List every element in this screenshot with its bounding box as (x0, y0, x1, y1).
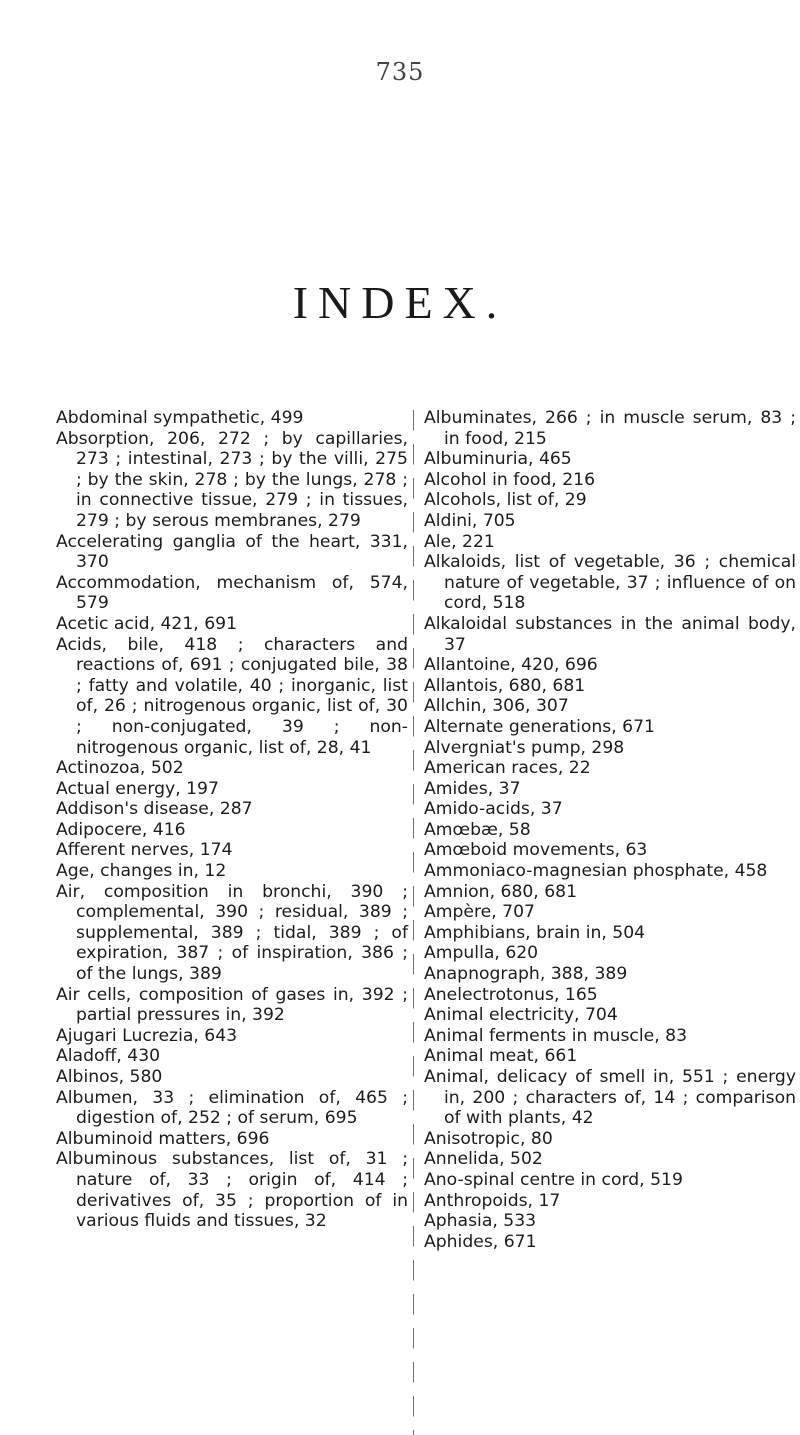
index-entry: Amnion, 680, 681 (424, 881, 578, 902)
index-entry: Anelectrotonus, 165 (424, 984, 598, 1005)
index-entry: Amœbæ, 58 (424, 819, 531, 840)
index-entry: Albuminuria, 465 (424, 449, 572, 470)
index-entry: Aphasia, 533 (424, 1211, 537, 1232)
index-entry: Ano-spinal centre in cord, 519 (424, 1169, 683, 1190)
index-entry: Allantois, 680, 681 (424, 675, 586, 696)
index-entry: Allantoine, 420, 696 (424, 655, 598, 676)
index-entry: Adipocere, 416 (56, 819, 186, 840)
index-entry: Air, composition in bronchi, 390 ; complemental, 390 ; residual, 389 ; supplemental, 389 ; tidal, 389 ; of expiration, 387 ; of inspiration, 386 ; of the lungs, 389 (56, 881, 408, 985)
index-column-left (56, 408, 408, 1232)
index-entry: Actinozoa, 502 (56, 758, 184, 779)
index-entry: Ampulla, 620 (424, 943, 539, 964)
index-entry: Alvergniat's pump, 298 (424, 737, 625, 758)
index-entry: American races, 22 (424, 758, 591, 779)
page-number: 735 (375, 58, 425, 86)
index-entry: Allchin, 306, 307 (424, 696, 569, 717)
index-entry: Amœboid movements, 63 (424, 840, 648, 861)
index-entry: Albuminous substances, list of, 31 ; nature of, 33 ; origin of, 414 ; derivatives of, 35 ; proportion of in various fluids and tissues, 32 (56, 1149, 408, 1232)
index-entry: Actual energy, 197 (56, 778, 219, 799)
index-entry: Alcohol in food, 216 (424, 469, 596, 490)
index-entry: Anapnograph, 388, 389 (424, 964, 628, 985)
index-entry: Animal meat, 661 (424, 1046, 578, 1067)
index-entry: Ammoniaco-magnesian phosphate, 458 (424, 861, 768, 882)
index-entry: Amido-acids, 37 (424, 799, 563, 820)
index-entry: Albumen, 33 ; elimination of, 465 ; digestion of, 252 ; of serum, 695 (56, 1087, 408, 1129)
index-entry: Ampère, 707 (424, 902, 535, 923)
index-entry: Aladoff, 430 (56, 1046, 161, 1067)
index-entry: Albuminoid matters, 696 (56, 1128, 270, 1149)
index-entry: Animal electricity, 704 (424, 1005, 618, 1026)
index-entry: Animal ferments in muscle, 83 (424, 1025, 688, 1046)
index-entry: Afferent nerves, 174 (56, 840, 233, 861)
index-entry: Aphides, 671 (424, 1231, 537, 1252)
index-entry: Acids, bile, 418 ; characters and reactions of, 691 ; conjugated bile, 38 ; fatty and volatile, 40 ; inorganic, list of, 26 ; nitrogenous organic, list of, 30 ; non-conjugated, 39 ; non-nitrogenous organic, list of, 28, 41 (56, 634, 408, 758)
index-entry: Air cells, composition of gases in, 392 ; partial pressures in, 392 (56, 984, 408, 1026)
index-entry: Amphibians, brain in, 504 (424, 922, 646, 943)
index-entry: Acetic acid, 421, 691 (56, 613, 238, 634)
index-entry: Animal, delicacy of smell in, 551 ; energy in, 200 ; characters of, 14 ; comparison of with plants, 42 (424, 1067, 796, 1129)
index-entry: Accelerating ganglia of the heart, 331, 370 (56, 531, 408, 573)
index-title: INDEX. (292, 277, 508, 328)
index-entry: Alcohols, list of, 29 (424, 490, 587, 511)
column-divider (413, 410, 414, 1435)
index-entry: Annelida, 502 (424, 1149, 543, 1170)
index-entry: Anisotropic, 80 (424, 1128, 553, 1149)
index-entry: Aldini, 705 (424, 510, 516, 531)
index-entry: Albinos, 580 (56, 1067, 163, 1087)
index-entry: Abdominal sympathetic, 499 (56, 408, 304, 428)
index-entry: Absorption, 206, 272 ; by capillaries, 273 ; intestinal, 273 ; by the villi, 275 ; by the skin, 278 ; by the lungs, 278 ; in connective tissue, 279 ; in tissues, 279 ; by serous membranes, 279 (56, 428, 408, 531)
index-entry: Amides, 37 (424, 778, 521, 799)
index-entry: Addison's disease, 287 (56, 799, 253, 820)
index-column-right (424, 408, 796, 1252)
index-entry: Ajugari Lucrezia, 643 (56, 1025, 238, 1046)
index-entry: Albuminates, 266 ; in muscle serum, 83 ; in food, 215 (424, 408, 796, 449)
index-entry: Anthropoids, 17 (424, 1190, 561, 1211)
index-entry: Alternate generations, 671 (424, 716, 655, 737)
index-entry: Ale, 221 (424, 531, 495, 552)
index-entry: Alkaloidal substances in the animal body, 37 (424, 613, 796, 655)
index-entry: Alkaloids, list of vegetable, 36 ; chemical nature of vegetable, 37 ; influence of on cord, 518 (424, 552, 796, 614)
index-entry: Age, changes in, 12 (56, 861, 227, 882)
index-entry: Accommodation, mechanism of, 574, 579 (56, 572, 408, 614)
